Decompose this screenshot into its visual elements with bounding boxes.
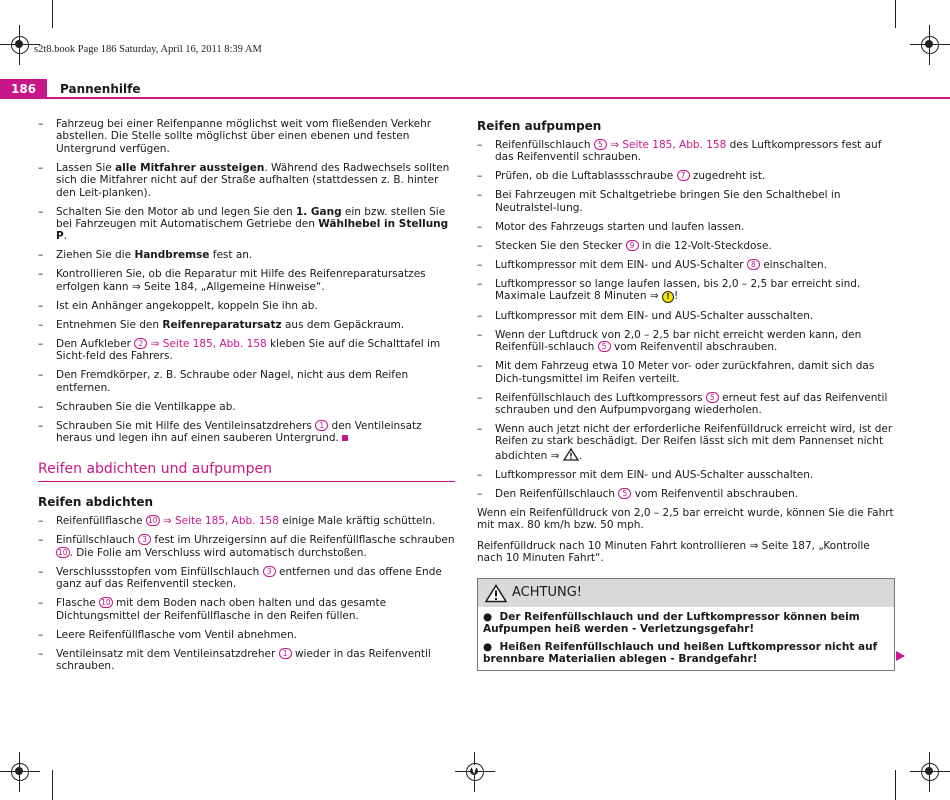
callout-number: 10 (101, 598, 111, 608)
cross-reference-link[interactable]: ⇒ Seite 185, Abb. 158 (159, 515, 279, 528)
list-item: – Schrauben Sie die Ventilkappe ab. (38, 400, 236, 413)
crop-mark (52, 770, 53, 800)
callout-number: 3 (138, 534, 151, 545)
list-item: – Ziehen Sie die Handbremse fest an. (38, 249, 253, 262)
list-item: – Kontrollieren Sie, ob die Reparatur mit Hilfe des Reifenreparatursatzes erfolgen kann ⇒ Seite 184, „Allgemeine Hinweise“. (38, 268, 426, 293)
warning-header (478, 579, 894, 607)
list-item: – Den Aufkleber 2 ⇒ Seite 185, Abb. 158 kleben Sie auf die Schalttafel im Sicht-feld des Fahrers. (38, 337, 441, 363)
section-rule (38, 481, 455, 482)
registration-mark (910, 752, 950, 792)
warning-box (477, 578, 895, 671)
callout-number: 5 (594, 139, 607, 150)
list-item: – Schrauben Sie mit Hilfe des Ventileinsatzdrehers 1 den Ventileinsatz heraus und legen ihn auf einen sauberen Untergrund. (38, 419, 422, 445)
warning-title: ACHTUNG! (512, 585, 582, 600)
list-item: – Stecken Sie den Stecker 9 in die 12-Volt-Steckdose. (477, 239, 772, 252)
cross-reference-link[interactable]: ⇒ Seite 185, Abb. 158 (606, 139, 727, 151)
list-item: – Entnehmen Sie den Reifenreparatursatz aus dem Gepäckraum. (38, 318, 405, 331)
list-item: – Luftkompressor mit dem EIN- und AUS-Schalter ausschalten. (477, 309, 814, 322)
list-item: – Ventileinsatz mit dem Ventileinsatzdreher 1 wieder in das Reifenventil schrauben. (38, 647, 431, 673)
warning-body (478, 607, 894, 666)
list-item: – Bei Fahrzeugen mit Schaltgetriebe bringen Sie den Schalthebel in Neutralstel-lung. (477, 189, 841, 214)
caution-icon: ! (662, 291, 674, 303)
list-item: – Wenn der Luftdruck von 2,0 – 2,5 bar nicht erreicht werden kann, den Reifenfüll-schlauch 5 vom Reifenventil abschrauben. (477, 328, 862, 354)
callout-number: 3 (263, 566, 276, 577)
print-slug: s2t8.book Page 186 Saturday, April 16, 2011 8:39 AM (34, 44, 262, 55)
left-column (38, 118, 455, 679)
header-rule (0, 97, 950, 99)
callout-number: 9 (626, 240, 639, 251)
subsection-title: Reifen aufpumpen (477, 119, 602, 133)
list-item: – Den Fremdkörper, z. B. Schraube oder Nagel, nicht aus dem Reifen entfernen. (38, 369, 409, 394)
list-item: – Den Reifenfüllschlauch 5 vom Reifenventil abschrauben. (477, 487, 799, 500)
chapter-title: Pannenhilfe (60, 82, 141, 96)
list-item: – Einfüllschlauch 3 fest im Uhrzeigersinn auf die Reifenfüllflasche schrauben 10 . Die Folie am Verschluss wird automatisch durchstoßen. (38, 534, 455, 559)
section-end-marker (342, 435, 348, 441)
section-title: Reifen abdichten und aufpumpen (38, 461, 272, 478)
callout-number: 10 (147, 516, 158, 526)
list-item: – Ist ein Anhänger angekoppelt, koppeln Sie ihn ab. (38, 299, 318, 312)
warning-triangle-icon (485, 584, 507, 603)
callout-number: 2 (134, 338, 147, 349)
right-column (477, 118, 895, 572)
list-item: – Reifenfüllschlauch 5 ⇒ Seite 185, Abb. 158 des Luftkompressors fest auf das Reifenventil schrauben. (477, 139, 882, 164)
callout-number: 5 (706, 392, 719, 403)
body-paragraph: Wenn ein Reifenfülldruck von 2,0 – 2,5 bar erreicht wurde, können Sie die Fahrt mit max. 80 km/h bzw. 50 mph. (477, 506, 894, 532)
list-item: – Wenn auch jetzt nicht der erforderliche Reifenfülldruck erreicht wird, ist der Reifen zu stark beschädigt. Der Reifen lässt sich mit dem Pannenset nicht abdichten ⇒ . (477, 423, 893, 462)
warning-bullet: ● Heißen Reifenfüllschlauch und heißen Luftkompressor nicht auf brennbare Materialien ablegen - Brandgefahr! (483, 640, 878, 666)
list-item: – Reifenfüllflasche 10 ⇒ Seite 185, Abb. 158 einige Male kräftig schütteln. (38, 515, 436, 528)
continue-arrow-icon (896, 651, 905, 661)
callout-number: 5 (598, 341, 611, 352)
list-item: – Luftkompressor mit dem EIN- und AUS-Schalter 8 einschalten. (477, 258, 828, 271)
callout-number: 1 (315, 420, 328, 431)
subsection-title: Reifen abdichten (38, 495, 154, 510)
warning-bullet: ● Der Reifenfüllschlauch und der Luftkompressor können beim Aufpumpen heiß werden - Verletzungsgefahr! (483, 611, 860, 636)
section-heading-block (38, 460, 455, 482)
list-item: – Motor des Fahrzeugs starten und laufen lassen. (477, 220, 745, 233)
list-item: – Prüfen, ob die Luftablassschraube 7 zugedreht ist. (477, 170, 766, 183)
cross-reference-link[interactable]: ⇒ Seite 185, Abb. 158 (147, 337, 267, 350)
list-item: – Luftkompressor mit dem EIN- und AUS-Schalter ausschalten. (477, 468, 814, 481)
body-paragraph: Reifenfülldruck nach 10 Minuten Fahrt kontrollieren ⇒ Seite 187, „Kontrolle nach 10 Minuten Fahrt“. (477, 539, 870, 565)
crop-mark (52, 0, 53, 28)
warning-triangle-icon (563, 448, 579, 461)
crop-mark (895, 770, 896, 800)
page-header (0, 79, 950, 99)
list-item: – Schalten Sie den Motor ab und legen Sie den 1. Gang ein bzw. stellen Sie bei Fahrzeugen mit Automatischem Getriebe den Wählhebel in Stellung P. (38, 205, 449, 243)
list-item: – Mit dem Fahrzeug etwa 10 Meter vor- oder zurückfahren, damit sich das Dich-tungsmittel im Reifen verteilt. (477, 360, 875, 385)
registration-mark (910, 25, 950, 65)
callout-number: 7 (677, 170, 690, 181)
crop-mark (895, 0, 896, 28)
callout-number: 8 (747, 259, 760, 270)
registration-mark (0, 752, 40, 792)
callout-number: 10 (58, 547, 68, 557)
list-item: – Luftkompressor so lange laufen lassen, bis 2,0 – 2,5 bar erreicht sind. Maximale Laufzeit 8 Minuten ⇒ ! ! (477, 277, 861, 303)
list-item: – Lassen Sie alle Mitfahrer aussteigen. Während des Radwechsels sollten sich die Mitfahrer nicht auf der Straße aufhalten (stattdessen z. B. hinter den Leit-planken). (38, 161, 450, 199)
list-item: – Flasche 10 mit dem Boden nach oben halten und das gesamte Dichtungsmittel der Reifenfüllflasche in den Reifen füllen. (38, 597, 387, 622)
list-item: – Verschlussstopfen vom Einfüllschlauch 3 entfernen und das offene Ende ganz auf das Reifenventil stecken. (38, 565, 442, 591)
list-item: – Reifenfüllschlauch des Luftkompressors 5 erneut fest auf das Reifenventil schrauben und den Aufpumpvorgang wiederholen. (477, 391, 888, 417)
callout-number: 5 (618, 488, 631, 499)
list-item: – Leere Reifenfüllflasche vom Ventil abnehmen. (38, 628, 297, 641)
callout-number: 1 (279, 648, 292, 659)
list-item: – Fahrzeug bei einer Reifenpanne möglichst weit vom fließenden Verkehr abstellen. Die Stelle sollte möglichst über einen ebenen und festen Untergrund verfügen. (38, 118, 432, 155)
page-number: 186 (0, 79, 47, 99)
registration-mark (455, 752, 495, 792)
